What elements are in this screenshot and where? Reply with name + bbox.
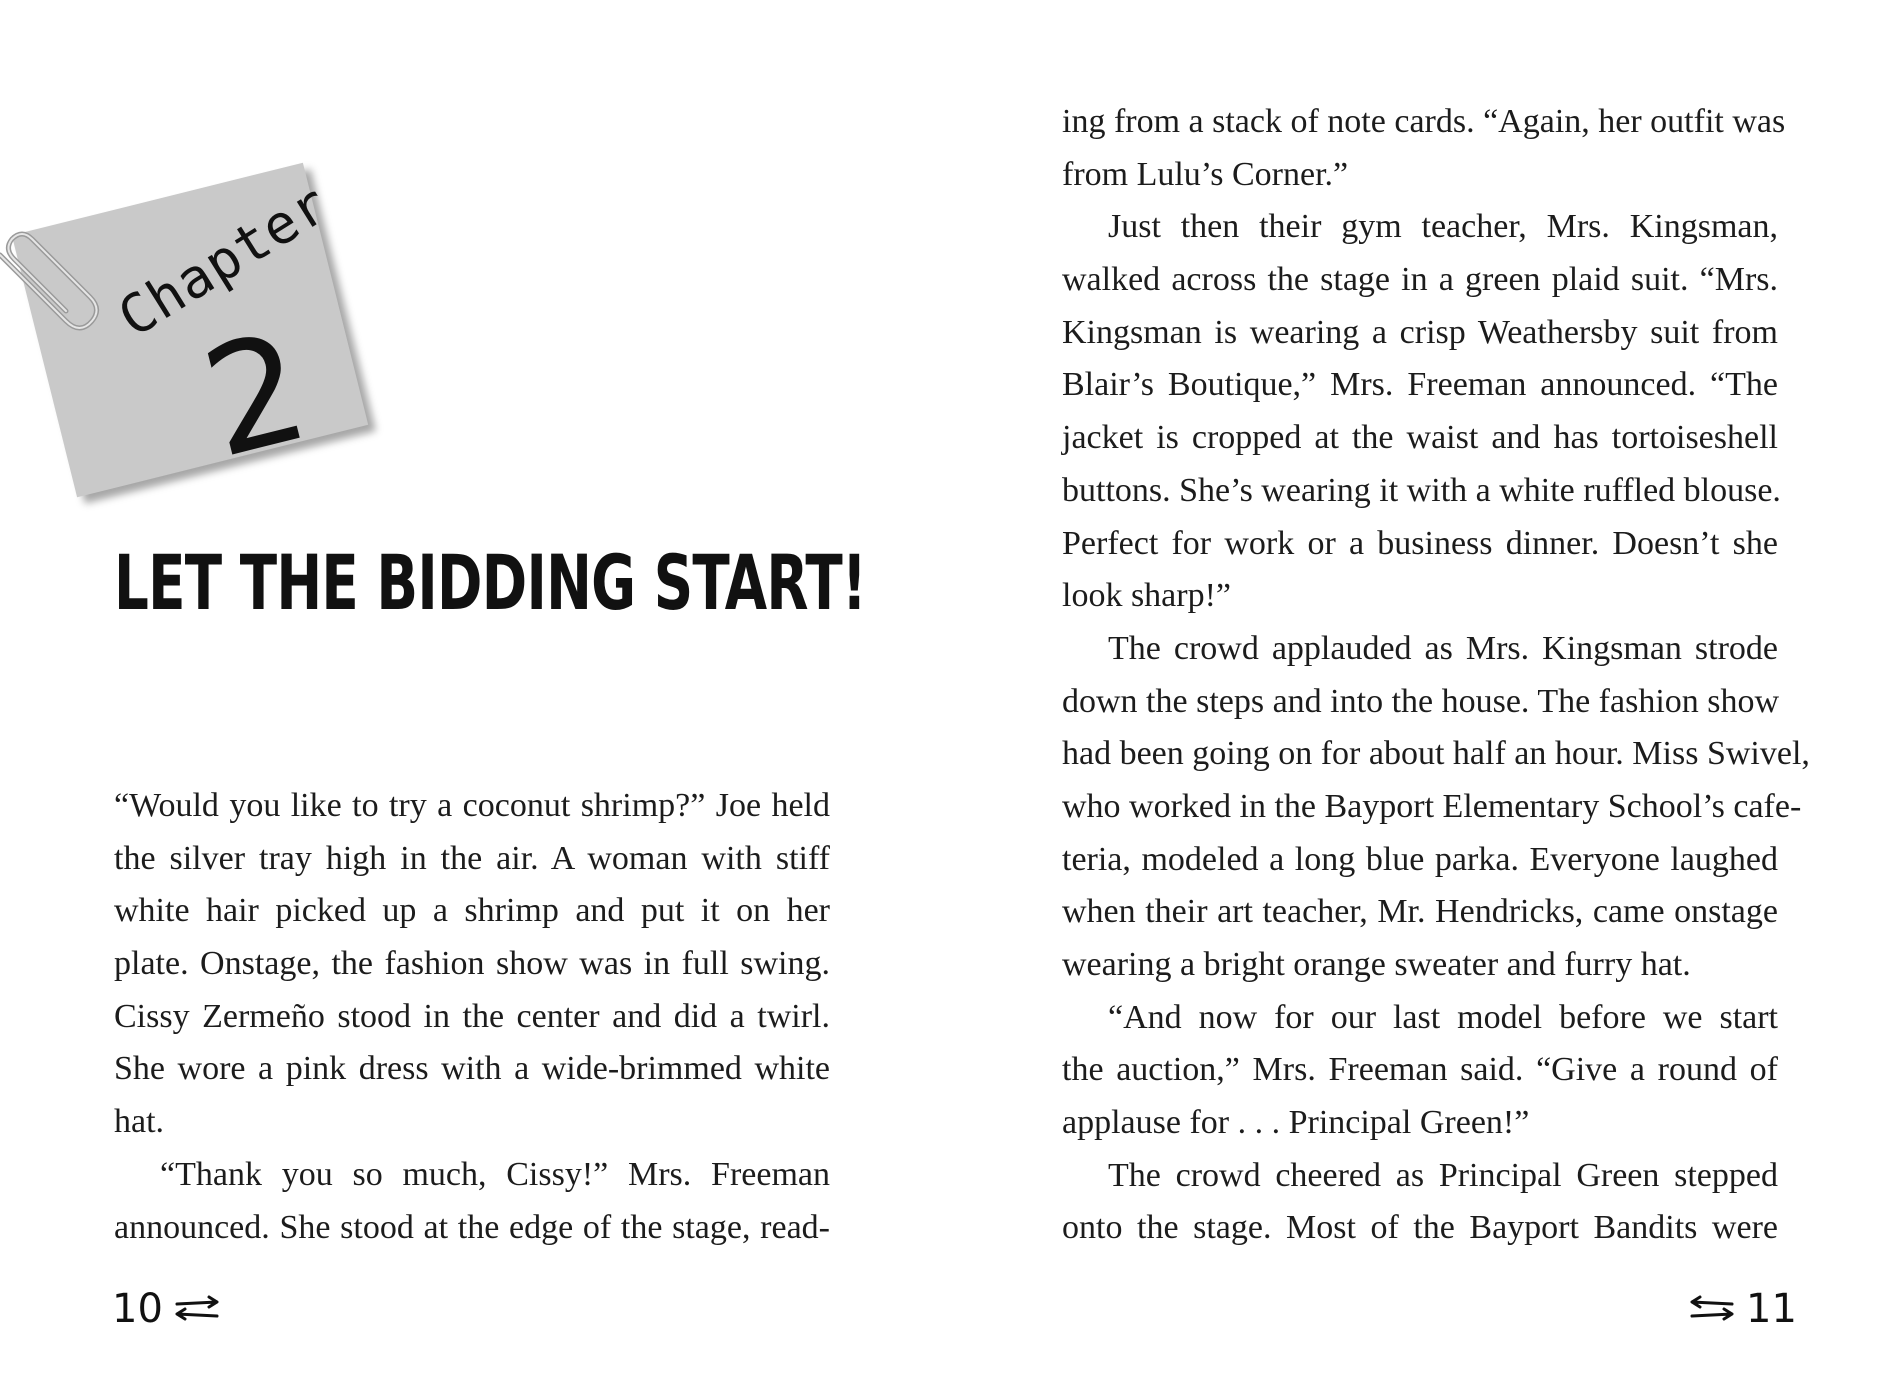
text-line: “Would you like to try a coconut shrimp?” Joe held xyxy=(114,787,830,824)
text-line: look sharp!” xyxy=(1062,577,1232,615)
page-number-left: 10 xyxy=(112,1286,163,1332)
chapter-title: LET THE BIDDING START! xyxy=(114,538,867,627)
text-line: down the steps and into the house. The fashion show xyxy=(1062,682,1780,720)
text-line: Cissy Zermeño stood in the center and did a twirl. xyxy=(114,997,830,1035)
text-line: who worked in the Bayport Elementary School’s cafe- xyxy=(1062,787,1802,825)
text-line: announced. She stood at the edge of the stage, read- xyxy=(114,1208,830,1246)
text-line: onto the stage. Most of the Bayport Bandits were xyxy=(1062,1209,1778,1247)
text-line: walked across the stage in a green plaid suit. “Mrs. xyxy=(1062,261,1778,299)
text-line: “And now for our last model before we start xyxy=(1108,998,1778,1036)
text-line: Just then their gym teacher, Mrs. Kingsman, xyxy=(1108,208,1778,246)
text-line: hat. xyxy=(114,1103,165,1141)
text-line: buttons. She’s wearing it with a white ruffled blouse. xyxy=(1062,471,1781,509)
page-number-right: 11 xyxy=(1746,1286,1797,1332)
text-line: The crowd applauded as Mrs. Kingsman strode xyxy=(1108,629,1778,667)
chapter-number: 2 xyxy=(188,300,324,493)
folio-right xyxy=(1688,1286,1797,1332)
chapter-tag-label: Chapter xyxy=(107,171,340,350)
text-line: ing from a stack of note cards. “Again, her outfit was xyxy=(1062,103,1786,140)
text-line: the auction,” Mrs. Freeman said. “Give a round of xyxy=(1062,1051,1778,1089)
chapter-tag xyxy=(0,165,420,525)
text-line: She wore a pink dress with a wide-brimmed white xyxy=(114,1050,830,1088)
right-page-text xyxy=(1062,96,1810,1255)
right-page xyxy=(938,0,1876,1396)
text-line: from Lulu’s Corner.” xyxy=(1062,155,1349,193)
text-line: had been going on for about half an hour. Miss Swivel, xyxy=(1062,735,1810,773)
text-line: wearing a bright orange sweater and furry hat. xyxy=(1062,946,1691,983)
paperclip-icon xyxy=(0,225,104,345)
double-arrow-icon xyxy=(1688,1294,1736,1324)
text-line: white hair picked up a shrimp and put it on her xyxy=(114,892,830,930)
double-arrow-icon xyxy=(173,1294,221,1324)
text-line: teria, modeled a long blue parka. Everyone laughed xyxy=(1062,840,1778,878)
left-page xyxy=(0,0,938,1396)
folio-left xyxy=(112,1286,221,1332)
text-line: Blair’s Boutique,” Mrs. Freeman announced. “The xyxy=(1062,366,1778,404)
text-line: when their art teacher, Mr. Hendricks, came onstage xyxy=(1062,893,1778,931)
text-line: plate. Onstage, the fashion show was in full swing. xyxy=(114,945,830,983)
text-line: Perfect for work or a business dinner. Doesn’t she xyxy=(1062,524,1778,562)
text-line: The crowd cheered as Principal Green stepped xyxy=(1108,1156,1778,1194)
text-line: jacket is cropped at the waist and has tortoiseshell xyxy=(1062,419,1778,457)
text-line: the silver tray high in the air. A woman with stiff xyxy=(114,839,830,877)
left-page-text xyxy=(114,780,830,1254)
text-line: applause for . . . Principal Green!” xyxy=(1062,1104,1530,1142)
text-line: “Thank you so much, Cissy!” Mrs. Freeman xyxy=(160,1155,830,1193)
text-line: Kingsman is wearing a crisp Weathersby suit from xyxy=(1062,313,1778,351)
